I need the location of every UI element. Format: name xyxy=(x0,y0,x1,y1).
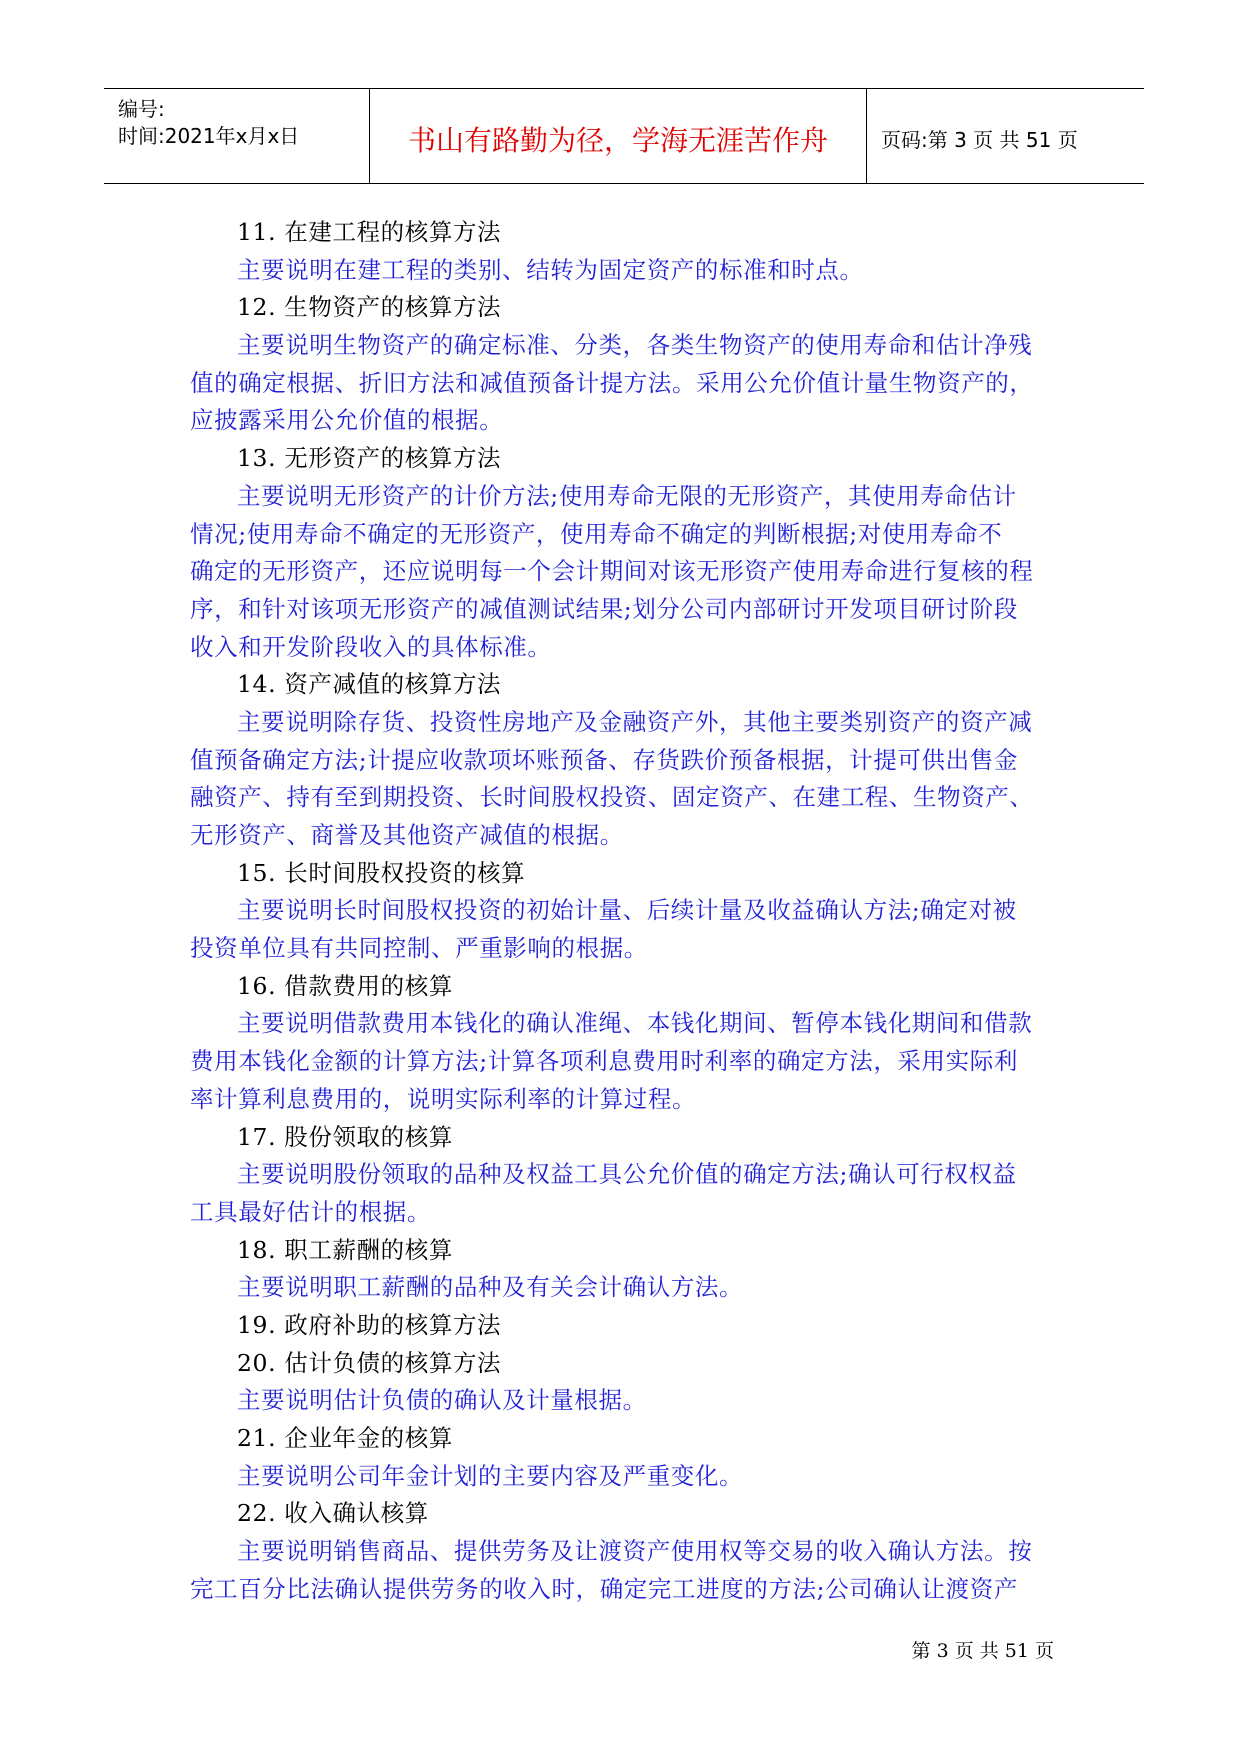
section-description-line: 主要说明估计负债的确认及计量根据。 xyxy=(237,1386,647,1415)
section-description-line: 情况;使用寿命不确定的无形资产，使用寿命不确定的判断根据;对使用寿命不 xyxy=(190,519,1003,548)
section-description-line: 主要说明生物资产的确定标准、分类，各类生物资产的使用寿命和估计净残 xyxy=(237,331,1033,360)
page-header xyxy=(104,88,1144,184)
section-description-line: 工具最好估计的根据。 xyxy=(190,1197,431,1226)
section-heading: 19. 政府补助的核算方法 xyxy=(237,1310,502,1339)
section-description-line: 完工百分比法确认提供劳务的收入时，确定完工进度的方法;公司确认让渡资产 xyxy=(190,1574,1018,1603)
section-heading: 15. 长时间股权投资的核算 xyxy=(237,858,526,887)
section-description-line: 主要说明在建工程的类别、结转为固定资产的标准和时点。 xyxy=(237,255,864,284)
section-heading: 21. 企业年金的核算 xyxy=(237,1424,453,1452)
header-page-cell xyxy=(867,89,1144,183)
header-page-number: 页码:第 3 页 共 51 页 xyxy=(881,128,1078,152)
document-number-label: 编号: xyxy=(118,97,165,121)
header-motto: 书山有路勤为径，学海无涯苦作舟 xyxy=(407,124,828,157)
header-motto-cell xyxy=(370,89,867,183)
section-description-line: 主要说明职工薪酬的品种及有关会计确认方法。 xyxy=(237,1273,744,1302)
section-heading: 11. 在建工程的核算方法 xyxy=(237,218,502,246)
section-description-line: 主要说明借款费用本钱化的确认准绳、本钱化期间、暂停本钱化期间和借款 xyxy=(237,1009,1033,1038)
section-description-line: 主要说明股份领取的品种及权益工具公允价值的确定方法;确认可行权权益 xyxy=(237,1160,1017,1189)
section-heading: 20. 估计负债的核算方法 xyxy=(237,1348,502,1377)
section-description-line: 主要说明公司年金计划的主要内容及严重变化。 xyxy=(237,1461,744,1490)
section-description-line: 收入和开发阶段收入的具体标准。 xyxy=(190,632,552,661)
document-body xyxy=(190,214,1070,1608)
section-description-line: 无形资产、商誉及其他资产减值的根据。 xyxy=(190,821,624,849)
section-description-line: 值预备确定方法;计提应收款项坏账预备、存货跌价预备根据，计提可供出售金 xyxy=(190,745,1018,774)
section-description-line: 序，和针对该项无形资产的减值测试结果;划分公司内部研讨开发项目研讨阶段 xyxy=(190,594,1018,623)
section-heading: 13. 无形资产的核算方法 xyxy=(237,444,502,473)
section-description-line: 应披露采用公允价值的根据。 xyxy=(190,406,504,435)
section-heading: 16. 借款费用的核算 xyxy=(237,971,453,1000)
section-heading: 12. 生物资产的核算方法 xyxy=(237,293,502,322)
document-time-label: 时间:2021年x月x日 xyxy=(118,124,300,148)
section-description-line: 融资产、持有至到期投资、长时间股权投资、固定资产、在建工程、生物资产、 xyxy=(190,783,1034,812)
section-description-line: 率计算利息费用的，说明实际利率的计算过程。 xyxy=(190,1084,697,1113)
page-footer-number: 第 3 页 共 51 页 xyxy=(911,1640,1054,1662)
section-description-line: 费用本钱化金额的计算方法;计算各项利息费用时利率的确定方法，采用实际利 xyxy=(190,1047,1018,1076)
section-description-line: 投资单位具有共同控制、严重影响的根据。 xyxy=(190,934,648,963)
section-description-line: 主要说明销售商品、提供劳务及让渡资产使用权等交易的收入确认方法。按 xyxy=(237,1537,1033,1566)
section-description-line: 主要说明无形资产的计价方法;使用寿命无限的无形资产，其使用寿命估计 xyxy=(237,481,1017,510)
section-description-line: 主要说明除存货、投资性房地产及金融资产外，其他主要类别资产的资产减 xyxy=(237,707,1033,736)
section-heading: 18. 职工薪酬的核算 xyxy=(237,1235,453,1264)
section-heading: 22. 收入确认核算 xyxy=(237,1499,429,1528)
section-description-line: 值的确定根据、折旧方法和减值预备计提方法。采用公允价值计量生物资产的， xyxy=(190,368,1034,397)
section-description-line: 主要说明长时间股权投资的初始计量、后续计量及收益确认方法;确定对被 xyxy=(237,896,1017,925)
header-meta-cell xyxy=(104,89,370,183)
section-heading: 14. 资产减值的核算方法 xyxy=(237,670,502,699)
section-description-line: 确定的无形资产，还应说明每一个会计期间对该无形资产使用寿命进行复核的程 xyxy=(190,557,1034,586)
section-heading: 17. 股份领取的核算 xyxy=(237,1122,453,1151)
